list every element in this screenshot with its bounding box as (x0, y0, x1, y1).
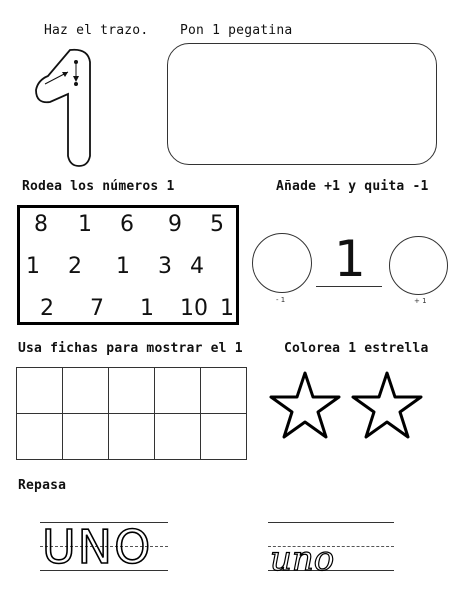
number-cell[interactable]: 2 (68, 254, 82, 279)
number-cell[interactable]: 3 (158, 254, 172, 279)
ten-frame-cell[interactable] (155, 414, 201, 460)
number-cell[interactable]: 1 (140, 296, 154, 321)
number-cell[interactable]: 7 (90, 296, 104, 321)
add-subtract-title: Añade +1 y quita -1 (276, 179, 429, 194)
number-one-outline (30, 44, 100, 168)
ten-frame-cell[interactable] (63, 368, 109, 414)
number-cell[interactable]: 1 (78, 212, 92, 237)
ten-frame-cell[interactable] (63, 414, 109, 460)
trace-word-lower[interactable]: uno (270, 539, 335, 579)
number-cell[interactable]: 4 (190, 254, 204, 279)
star-icon[interactable] (350, 370, 424, 442)
ten-frame-cell[interactable] (201, 414, 247, 460)
plus-one-label: + 1 (414, 297, 427, 305)
writing-lines-upper (40, 522, 168, 572)
minus-one-label: - 1 (276, 296, 286, 304)
ten-frame-cell[interactable] (201, 368, 247, 414)
number-cell[interactable]: 1 (220, 296, 234, 321)
review-title: Repasa (18, 478, 67, 493)
number-cell[interactable]: 1 (26, 254, 40, 279)
ten-frame-cell[interactable] (109, 368, 155, 414)
trace-title: Haz el trazo. (44, 23, 149, 38)
number-cell[interactable]: 5 (210, 212, 224, 237)
number-cell[interactable]: 1 (116, 254, 130, 279)
ten-frame-cell[interactable] (17, 414, 63, 460)
stars-title: Colorea 1 estrella (284, 341, 429, 356)
trace-word-upper[interactable]: UNO (42, 520, 153, 574)
number-cell[interactable]: 8 (34, 212, 48, 237)
sticker-title: Pon 1 pegatina (180, 23, 293, 38)
ten-frame-title: Usa fichas para mostrar el 1 (18, 341, 243, 356)
ten-frame-cell[interactable] (155, 368, 201, 414)
ten-frame (16, 367, 247, 460)
number-cell[interactable]: 9 (168, 212, 182, 237)
number-cell[interactable]: 2 (40, 296, 54, 321)
ten-frame-cell[interactable] (17, 368, 63, 414)
start-dot-top (74, 60, 78, 64)
plus-one-circle[interactable] (389, 236, 448, 295)
number-grid (17, 205, 239, 325)
number-cell[interactable]: 6 (120, 212, 134, 237)
sticker-box[interactable] (167, 43, 437, 165)
number-cell[interactable]: 10 (180, 296, 208, 321)
ten-frame-cell[interactable] (109, 414, 155, 460)
minus-one-circle[interactable] (252, 233, 312, 293)
center-number-line (316, 286, 382, 287)
start-dot-middle (74, 82, 78, 86)
star-icon[interactable] (268, 370, 342, 442)
circle-numbers-title: Rodea los números 1 (22, 179, 175, 194)
writing-lines-lower (268, 522, 394, 579)
center-number: 1 (334, 230, 366, 288)
